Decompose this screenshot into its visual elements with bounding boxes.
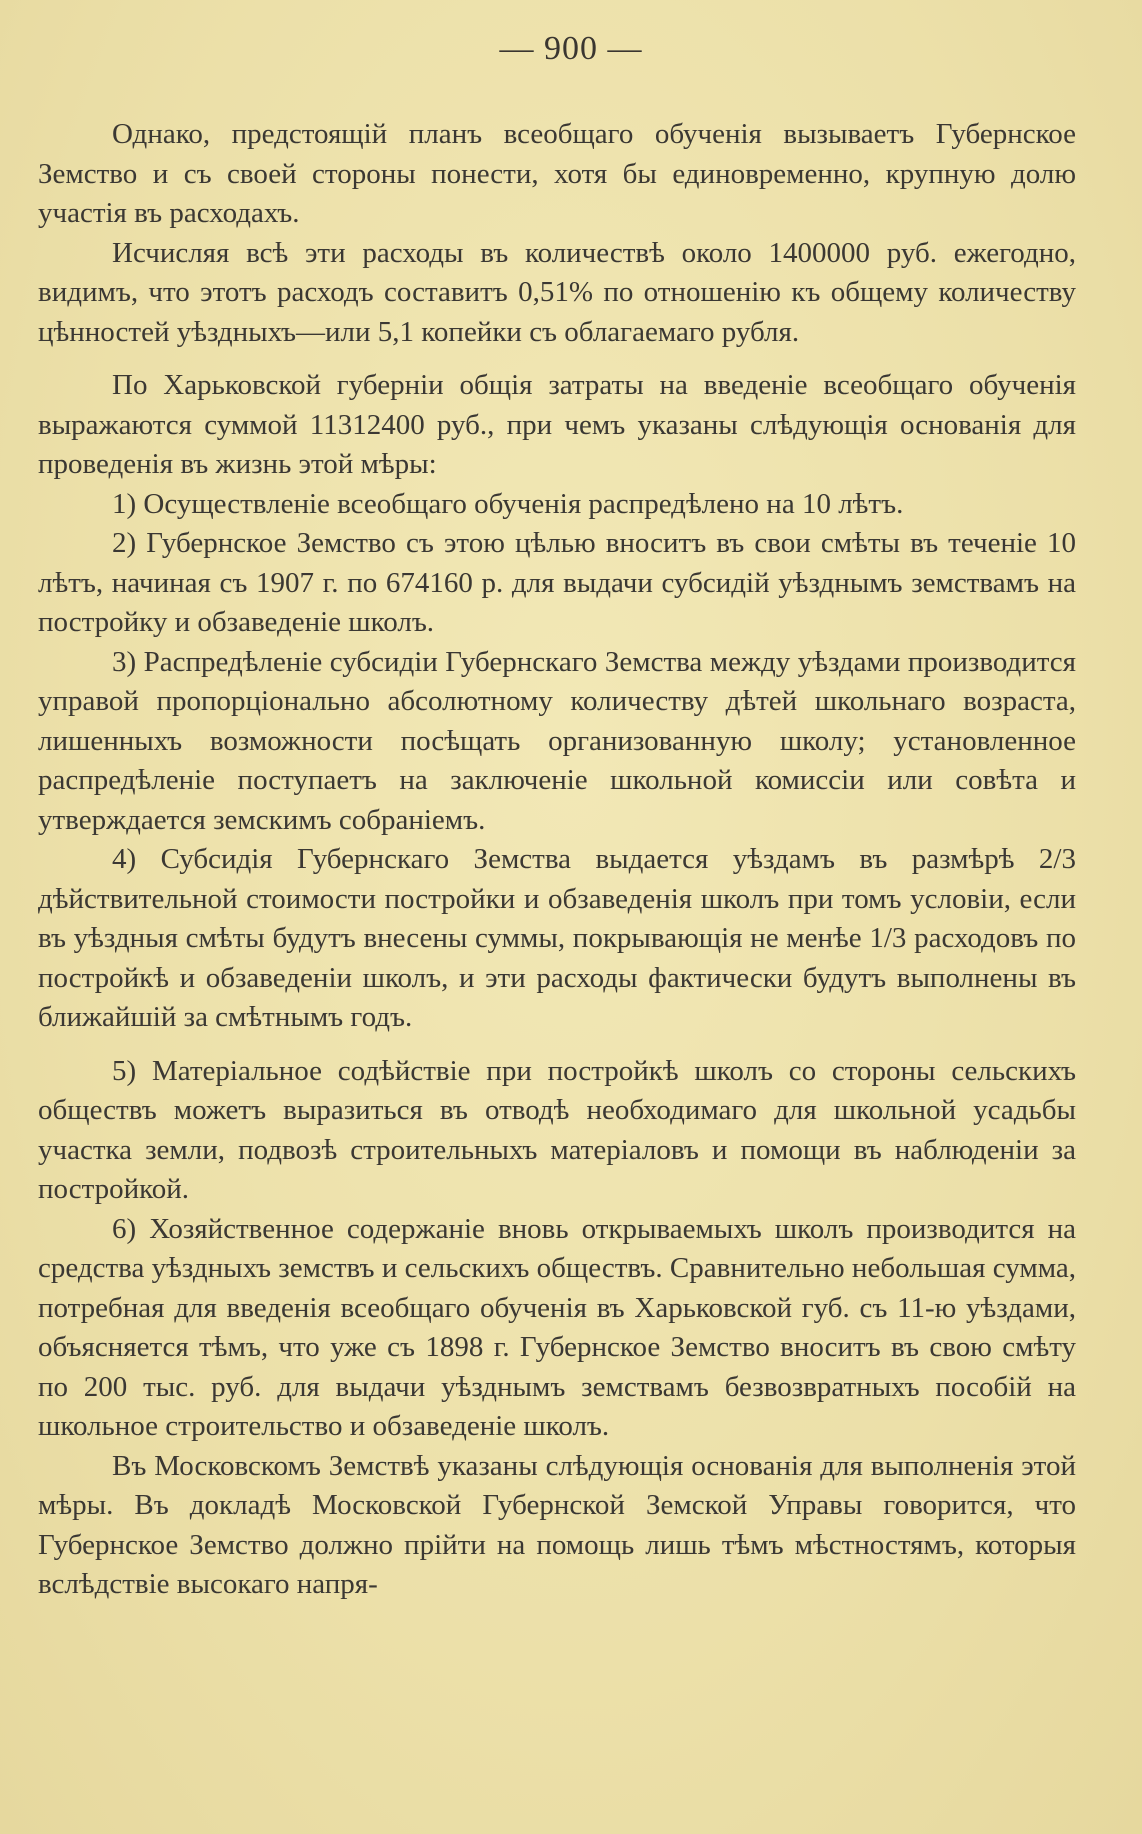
paragraph-intro: Однако, предстоящій планъ всеобщаго обученія вызываетъ Губернское Земство и съ своей стороны понести, хотя бы единовременно, крупную долю участія въ расходахъ. (38, 118, 1076, 229)
paragraph-point-1: 1) Осуществленіе всеобщаго обученія распредѣлено на 10 лѣтъ. (112, 487, 904, 520)
paragraph-point-4: 4) Субсидія Губернскаго Земства выдается уѣздамъ въ размѣрѣ 2/3 дѣйствительной стоимости постройки и обзаведенія школъ при томъ условіи, если въ уѣздныя смѣты будутъ внесены суммы, покрывающія не менѣе 1/3 расходовъ по постройкѣ и обзаведеніи школъ, и эти расходы фактически будутъ выполнены въ ближайшій за смѣтнымъ годъ. (38, 843, 1076, 1033)
paragraph-kharkov: По Харьковской губерніи общія затраты на введеніе всеобщаго обученія выражаются суммой 11312400 руб., при чемъ указаны слѣдующія основанія для проведенія въ жизнь этой мѣры: (38, 369, 1076, 480)
paragraph-point-6: 6) Хозяйственное содержаніе вновь открываемыхъ школъ производится на средства уѣздныхъ земствъ и сельскихъ обществъ. Сравнительно небольшая сумма, потребная для введенія всеобщаго обученія въ Харьковской губ. съ 11-ю уѣздами, объясняется тѣмъ, что уже съ 1898 г. Губернское Земство вноситъ въ свою смѣту по 200 тыс. руб. для выдачи уѣзднымъ земствамъ безвозвратныхъ пособій на школьное строительство и обзаведеніе школъ. (38, 1212, 1076, 1442)
paragraph-calculation: Исчисляя всѣ эти расходы въ количествѣ около 1400000 руб. ежегодно, видимъ, что этотъ расходъ составитъ 0,51% по отношенію къ общему количеству цѣнностей уѣздныхъ—или 5,1 копейки съ облагаемаго рубля. (38, 236, 1076, 348)
body-text (38, 115, 1076, 1605)
paragraph-point-5: 5) Матеріальное содѣйствіе при постройкѣ школъ со стороны сельскихъ обществъ можетъ выразиться въ отводѣ необходимаго для школьной усадьбы участка земли, подвозѣ строительныхъ матеріаловъ и помощи въ наблюденіи за постройкой. (38, 1054, 1076, 1205)
paragraph-point-3: 3) Распредѣленіе субсидіи Губернскаго Земства между уѣздами производится управой пропорціонально абсолютному количеству дѣтей школьнаго возраста, лишенныхъ возможности посѣщать организованную школу; установленное распредѣленіе поступаетъ на заключеніе школьной комиссіи или совѣта и утверждается земскимъ собраніемъ. (38, 645, 1076, 836)
paragraph-point-2: 2) Губернское Земство съ этою цѣлью вноситъ въ свои смѣты въ теченіе 10 лѣтъ, начиная съ 1907 г. по 674160 р. для выдачи субсидій уѣзднымъ земствамъ на постройку и обзаведеніе школъ. (38, 527, 1076, 638)
paragraph-moscow: Въ Московскомъ Земствѣ указаны слѣдующія основанія для выполненія этой мѣры. Въ докладѣ Московской Губернской Земской Управы говорится, что Губернское Земство должно прійти на помощь лишь тѣмъ мѣстностямъ, которыя вслѣдствіе высокаго напря- (38, 1449, 1076, 1600)
page-number: — 900 — (499, 30, 643, 67)
